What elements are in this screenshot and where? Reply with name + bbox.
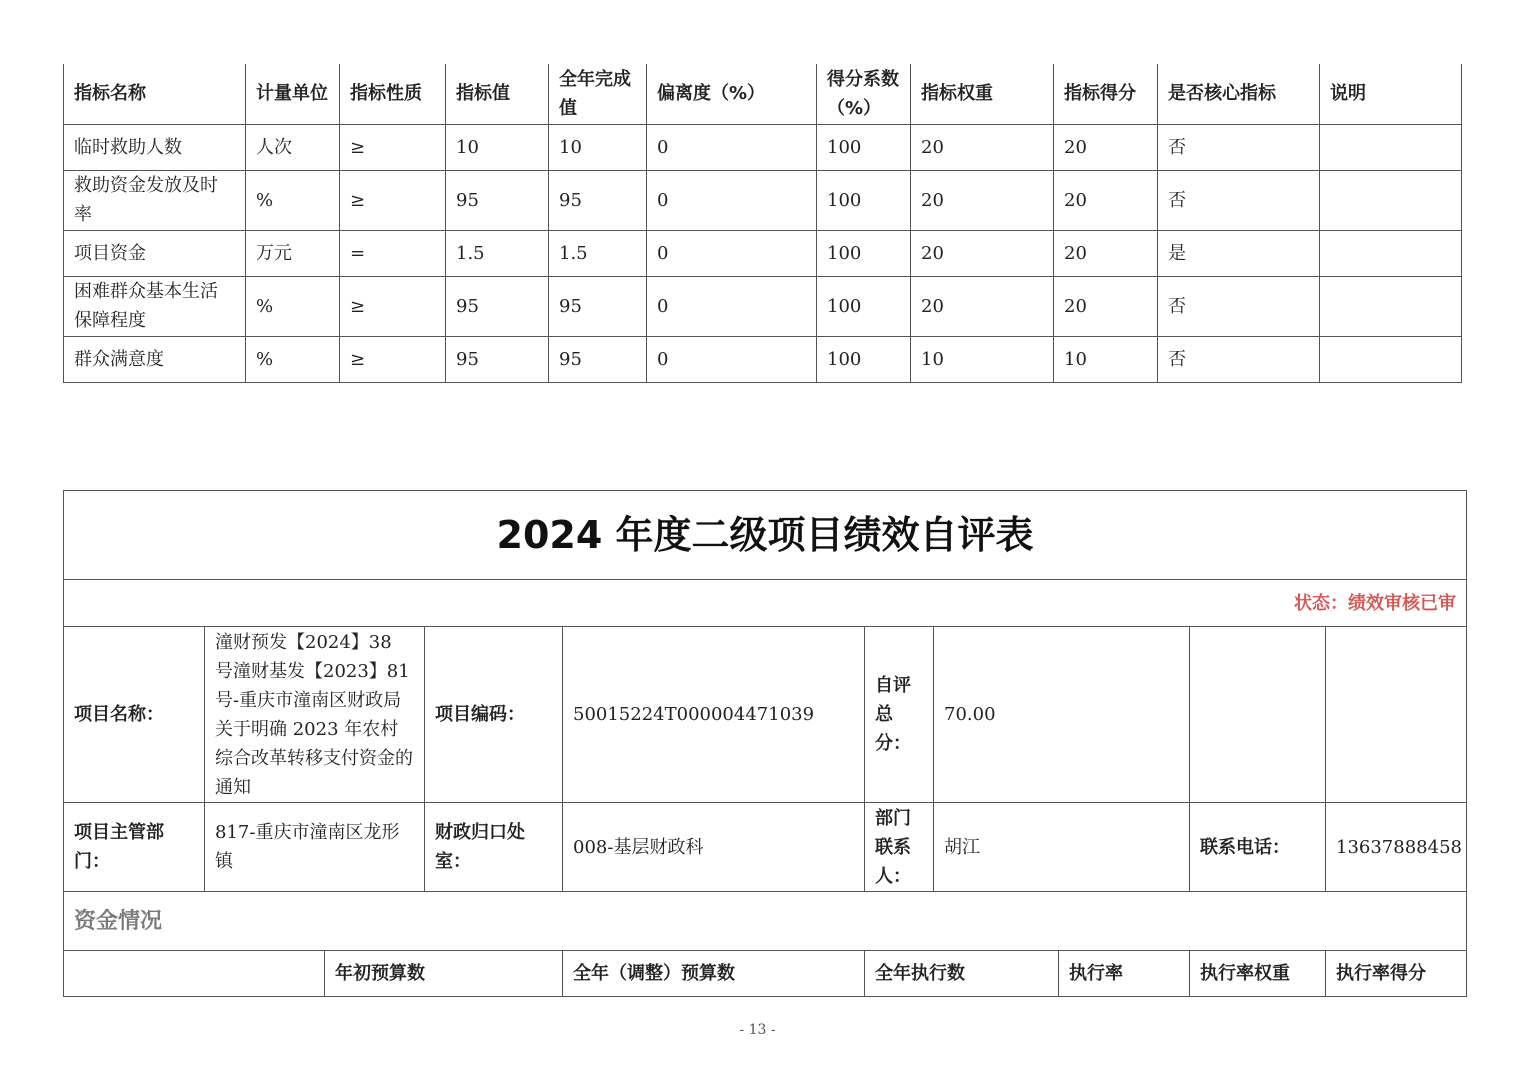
table-cell: 项目资金	[64, 230, 246, 276]
table-cell: 否	[1158, 170, 1320, 230]
form-title: 2024 年度二级项目绩效自评表	[64, 491, 1467, 580]
contact-value: 胡江	[934, 803, 1190, 892]
score-value: 70.00	[934, 627, 1190, 803]
empty-cell	[1326, 627, 1467, 803]
table-cell: 20	[1054, 276, 1158, 336]
table-cell: 20	[1054, 124, 1158, 170]
finance-office-value: 008-基层财政科	[563, 803, 865, 892]
table-cell: 0	[647, 170, 817, 230]
table-cell: %	[246, 276, 340, 336]
funds-header-cell: 执行率	[1059, 951, 1190, 997]
header-cell: 得分系数（%）	[817, 64, 911, 124]
funds-header-cell: 全年（调整）预算数	[563, 951, 865, 997]
table-cell: 95	[446, 336, 549, 382]
funds-header-cell	[64, 951, 325, 997]
project-name-value: 潼财预发【2024】38 号潼财基发【2023】81 号-重庆市潼南区财政局关于明确 2023 年农村综合改革转移支付资金的通知	[205, 627, 425, 803]
table-cell: 20	[1054, 230, 1158, 276]
table-cell: 100	[817, 276, 911, 336]
phone-label: 联系电话：	[1190, 803, 1326, 892]
table-cell: 10	[549, 124, 647, 170]
project-name-label: 项目名称：	[64, 627, 205, 803]
contact-label: 部门联系人：	[865, 803, 934, 892]
header-cell: 是否核心指标	[1158, 64, 1320, 124]
table-row	[64, 230, 1462, 276]
table-row	[64, 276, 1462, 336]
funds-header-cell: 全年执行数	[865, 951, 1059, 997]
header-cell: 全年完成值	[549, 64, 647, 124]
table-cell: 临时救助人数	[64, 124, 246, 170]
table-cell: 10	[1054, 336, 1158, 382]
header-cell: 指标得分	[1054, 64, 1158, 124]
table-cell: 10	[446, 124, 549, 170]
project-name-row	[64, 627, 1467, 803]
score-label: 自评总分：	[865, 627, 934, 803]
table-cell: 95	[549, 170, 647, 230]
table-cell: %	[246, 336, 340, 382]
table-cell: 1.5	[446, 230, 549, 276]
header-cell: 偏离度（%）	[647, 64, 817, 124]
table-row	[64, 124, 1462, 170]
table-cell: 20	[1054, 170, 1158, 230]
table-cell: 否	[1158, 276, 1320, 336]
table-cell: 20	[911, 124, 1054, 170]
empty-cell	[1190, 627, 1326, 803]
table-cell: ≥	[340, 276, 446, 336]
page-number: - 13 -	[739, 1022, 776, 1038]
table-cell: %	[246, 170, 340, 230]
table-cell: 20	[911, 276, 1054, 336]
table-cell: ≥	[340, 336, 446, 382]
status-row	[64, 580, 1467, 627]
table-cell: 万元	[246, 230, 340, 276]
funds-section-row	[64, 892, 1467, 951]
table-cell: 10	[911, 336, 1054, 382]
funds-header-row	[64, 951, 1467, 997]
table-cell: 20	[911, 170, 1054, 230]
table-cell: 救助资金发放及时率	[64, 170, 246, 230]
table-cell: 群众满意度	[64, 336, 246, 382]
header-cell: 说明	[1320, 64, 1462, 124]
table-cell: ≥	[340, 124, 446, 170]
table-cell: 否	[1158, 336, 1320, 382]
table-row	[64, 170, 1462, 230]
indicator-table	[63, 64, 1462, 383]
table-cell: 20	[911, 230, 1054, 276]
table-row	[64, 336, 1462, 382]
project-code-value: 50015224T000004471039	[563, 627, 865, 803]
table-cell: 否	[1158, 124, 1320, 170]
table-cell	[1320, 336, 1462, 382]
table-cell: 100	[817, 336, 911, 382]
header-cell: 指标性质	[340, 64, 446, 124]
dept-label: 项目主管部门：	[64, 803, 205, 892]
finance-office-label: 财政归口处室：	[425, 803, 563, 892]
table-cell: =	[340, 230, 446, 276]
header-cell: 指标名称	[64, 64, 246, 124]
table-cell: 95	[446, 170, 549, 230]
title-row	[64, 491, 1467, 580]
evaluation-table	[63, 490, 1467, 997]
table-cell: 95	[549, 276, 647, 336]
table-cell: 100	[817, 230, 911, 276]
indicator-header-row	[64, 64, 1462, 124]
funds-header-cell: 年初预算数	[325, 951, 563, 997]
header-cell: 指标值	[446, 64, 549, 124]
table-cell: 95	[446, 276, 549, 336]
project-code-label: 项目编码：	[425, 627, 563, 803]
table-cell: 人次	[246, 124, 340, 170]
table-cell: 0	[647, 336, 817, 382]
department-row	[64, 803, 1467, 892]
table-cell: 100	[817, 170, 911, 230]
table-cell: 95	[549, 336, 647, 382]
table-cell: 0	[647, 230, 817, 276]
table-cell	[1320, 170, 1462, 230]
table-cell: 1.5	[549, 230, 647, 276]
header-cell: 指标权重	[911, 64, 1054, 124]
phone-value: 13637888458	[1326, 803, 1467, 892]
table-cell	[1320, 276, 1462, 336]
table-cell: 0	[647, 276, 817, 336]
table-cell: 是	[1158, 230, 1320, 276]
funds-header-cell: 执行率权重	[1190, 951, 1326, 997]
status-badge: 状态：绩效审核已审	[64, 580, 1467, 627]
funds-header-cell: 执行率得分	[1326, 951, 1467, 997]
table-cell: 100	[817, 124, 911, 170]
table-cell	[1320, 230, 1462, 276]
dept-value: 817-重庆市潼南区龙形镇	[205, 803, 425, 892]
table-cell	[1320, 124, 1462, 170]
table-cell: ≥	[340, 170, 446, 230]
table-cell: 困难群众基本生活保障程度	[64, 276, 246, 336]
header-cell: 计量单位	[246, 64, 340, 124]
table-cell: 0	[647, 124, 817, 170]
funds-section-title: 资金情况	[64, 892, 1467, 951]
